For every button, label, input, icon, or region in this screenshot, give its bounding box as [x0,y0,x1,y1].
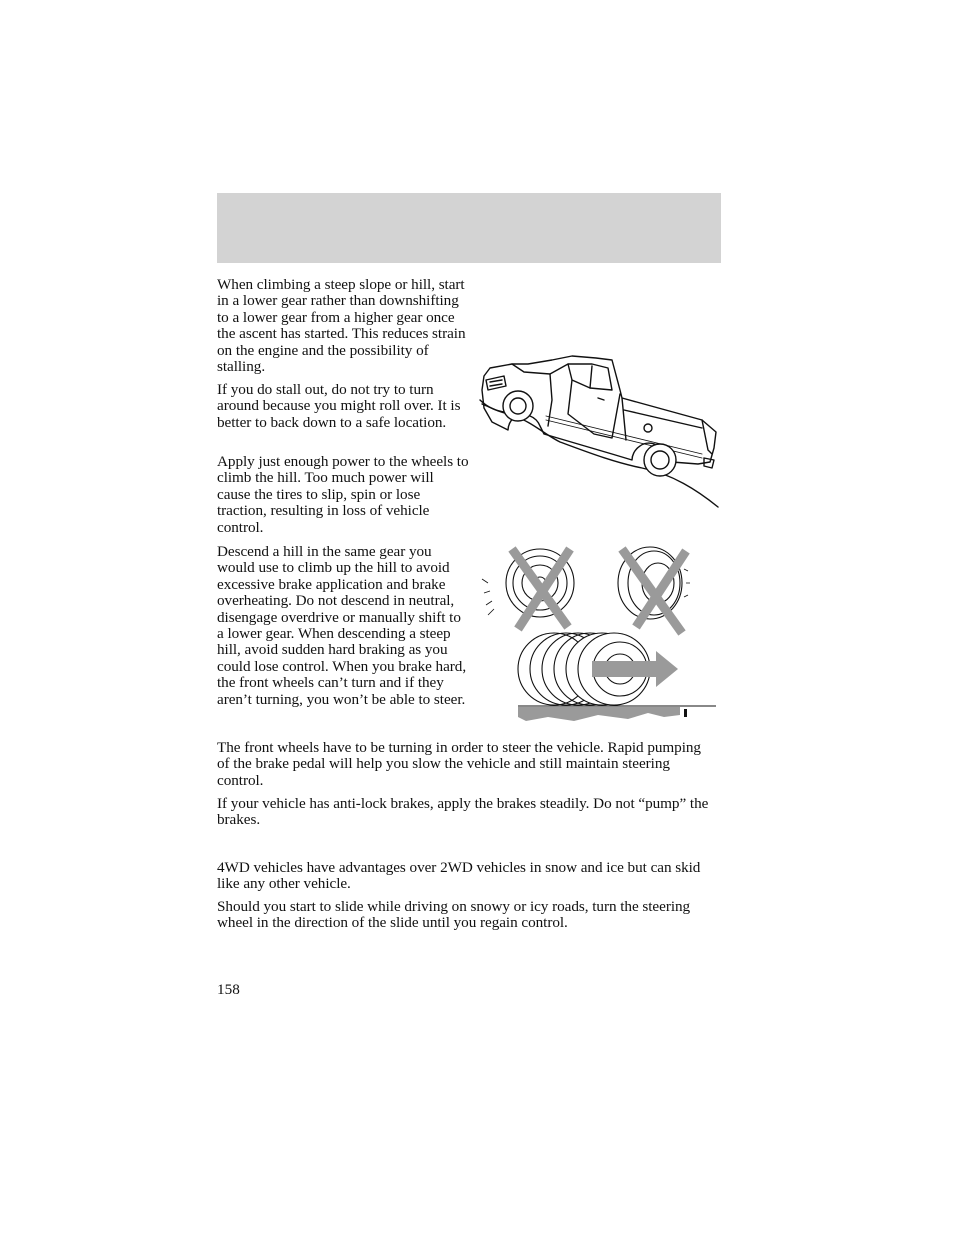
paragraph-apply-power: Apply just enough power to the wheels to climb the hill. Too much power will cause the tires to slip, spin or lose traction, resulting in loss of vehicle control. [217,453,469,536]
gray-x-right-icon [622,549,686,633]
section-header-band [217,193,721,263]
paragraph-slide-steering: Should you start to slide while driving on snowy or icy roads, turn the steering wheel in the direction of the slide until you regain control. [217,898,691,932]
braking-wheels-illustration [478,543,720,728]
paragraph-stall-out: If you do stall out, do not try to turn around because you might roll over. It is better to back down to a safe location. [217,381,461,431]
truck-on-hill-illustration [472,350,722,510]
paragraph-4wd-advantages: 4WD vehicles have advantages over 2WD vehicles in snow and ice but can skid like any other vehicle. [217,859,701,893]
paragraph-climbing-gear: When climbing a steep slope or hill, start in a lower gear rather than downshifting to a lower gear from a higher gear once the ascent has started. This reduces strain on the engine and the possibility of stalling. [217,276,466,376]
paragraph-anti-lock-brakes: If your vehicle has anti-lock brakes, apply the brakes steadily. Do not “pump” the brakes. [217,795,709,829]
road-surface [518,707,680,721]
page-number: 158 [217,981,240,998]
paragraph-front-wheels-turning: The front wheels have to be turning in order to steer the vehicle. Rapid pumping of the brake pedal will help you slow the vehicle and still maintain steering control. [217,739,701,789]
paragraph-descend-hill: Descend a hill in the same gear you would use to climb up the hill to avoid excessive brake application and brake overheating. Do not descend in neutral, disengage overdrive or manually shift to a lower gear. When descending a steep hill, avoid sudden hard braking as you could lose control. When you brake hard, the front wheels can’t turn and if they aren’t turning, you won’t be able to steer. [217,543,467,708]
